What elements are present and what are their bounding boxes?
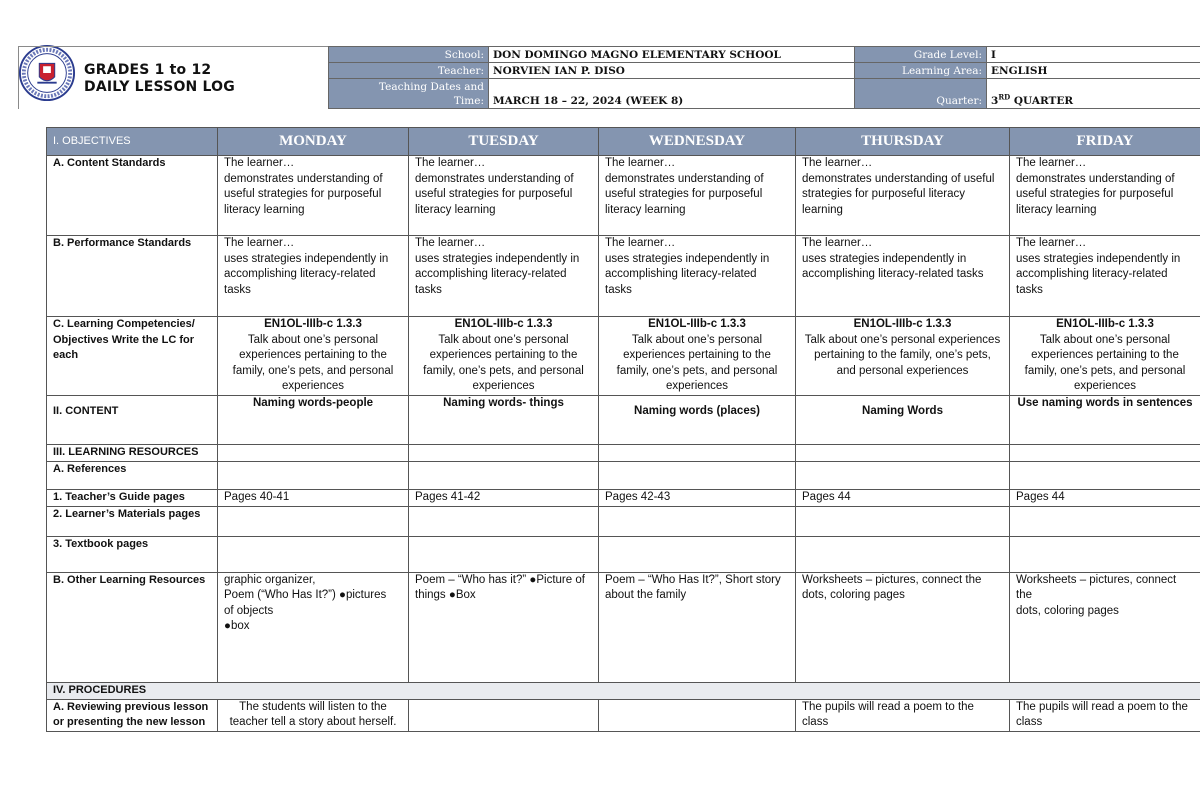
teacher-label: Teacher: xyxy=(329,63,489,79)
content-standards-thursday xyxy=(796,156,1010,236)
cell-text-line: and personal experiences xyxy=(836,364,969,377)
day-header-row xyxy=(47,128,1200,156)
cell-text-line: experiences pertaining to the xyxy=(429,349,578,361)
competencies-monday xyxy=(218,317,409,396)
quarter-suffix: RD xyxy=(998,92,1011,102)
empty-cell xyxy=(1010,506,1200,536)
cell-text-line: of objects xyxy=(224,604,274,617)
cell-text-line: literacy learning xyxy=(415,203,496,216)
performance-standards-label: B. Performance Standards xyxy=(47,236,218,317)
cell-text-line: experiences xyxy=(665,380,728,392)
textbook-label: 3. Textbook pages xyxy=(47,536,218,572)
cell-text-line: useful strategies for purposeful xyxy=(605,188,763,200)
reviewing-monday xyxy=(218,699,409,731)
empty-cell xyxy=(409,506,599,536)
resources-label: III. LEARNING RESOURCES xyxy=(47,444,218,461)
competencies-label xyxy=(47,317,218,396)
cell-text-line: things ●Box xyxy=(415,589,476,601)
cell-text-line: C. Learning Competencies/ xyxy=(53,318,195,330)
resources-row xyxy=(47,444,1200,461)
quarter-number: 3 xyxy=(991,95,999,107)
cell-text-line: pertaining to the family, one’s pets, xyxy=(814,349,991,361)
learners-materials-label: 2. Learner’s Materials pages xyxy=(47,506,218,536)
cell-text-line: accomplishing literacy-related xyxy=(415,268,567,280)
cell-text-line: The learner… xyxy=(605,157,676,169)
performance-standards-tuesday xyxy=(409,236,599,317)
cell-text-line: demonstrates understanding of xyxy=(1016,172,1175,185)
teachers-guide-label: 1. Teacher’s Guide pages xyxy=(47,489,218,506)
cell-text-line: Worksheets – pictures, connect the xyxy=(1016,573,1177,601)
other-resources-label: B. Other Learning Resources xyxy=(47,572,218,682)
cell-text-line: uses strategies independently in xyxy=(1016,252,1181,265)
day-thursday: THURSDAY xyxy=(796,128,1010,156)
cell-text-line: literacy learning xyxy=(224,203,305,216)
empty-cell xyxy=(409,461,599,489)
cell-text-line: literacy learning xyxy=(1016,203,1097,216)
content-standards-label: A. Content Standards xyxy=(47,156,218,236)
competency-code: EN1OL-IIIb-c 1.3.3 xyxy=(454,318,553,330)
empty-cell xyxy=(599,444,796,461)
other-resources-thursday xyxy=(796,572,1010,682)
teachers-guide-wednesday: Pages 42-43 xyxy=(599,489,796,506)
performance-standards-monday xyxy=(218,236,409,317)
textbook-row xyxy=(47,536,1200,572)
cell-text-line: The learner… xyxy=(1016,237,1087,249)
cell-text-line: experiences xyxy=(472,380,535,392)
lesson-log-table xyxy=(46,127,1200,732)
cell-text-line: Talk about one’s personal xyxy=(631,333,763,346)
other-resources-monday xyxy=(218,572,409,682)
cell-text-line: Poem – “Who has it?” ●Picture of xyxy=(415,573,585,586)
dates-label-line-2: Time: xyxy=(453,94,484,107)
empty-cell xyxy=(218,444,409,461)
content-standards-wednesday xyxy=(599,156,796,236)
cell-text-line: uses strategies independently in xyxy=(802,252,967,265)
cell-text-line: The learner… xyxy=(802,237,873,249)
empty-cell xyxy=(409,536,599,572)
cell-text-line: uses strategies independently in xyxy=(415,252,580,265)
performance-standards-row xyxy=(47,236,1200,317)
cell-text-line: accomplishing literacy-related xyxy=(605,268,757,280)
performance-standards-wednesday xyxy=(599,236,796,317)
cell-text-line: literacy learning xyxy=(605,203,686,216)
cell-text-line: dots, coloring pages xyxy=(802,589,905,601)
reviewing-label xyxy=(47,699,218,731)
school-label: School: xyxy=(329,47,489,63)
grade-value: I xyxy=(987,47,1200,63)
cell-text-line: The learner… xyxy=(1016,157,1087,169)
cell-text-line: demonstrates understanding of xyxy=(415,172,574,185)
empty-cell xyxy=(796,461,1010,489)
dates-label-line-1: Teaching Dates and xyxy=(378,80,484,93)
cell-text-line: family, one’s pets, and personal xyxy=(616,364,778,377)
cell-text-line: family, one’s pets, and personal xyxy=(232,364,394,377)
cell-text-line: about the family xyxy=(605,589,687,601)
content-row xyxy=(47,395,1200,444)
objectives-header: I. OBJECTIVES xyxy=(47,128,218,156)
reviewing-wednesday xyxy=(599,699,796,731)
cell-text-line: class xyxy=(1016,716,1043,728)
other-resources-friday xyxy=(1010,572,1200,682)
teachers-guide-monday: Pages 40-41 xyxy=(218,489,409,506)
teachers-guide-tuesday: Pages 41-42 xyxy=(409,489,599,506)
content-standards-row xyxy=(47,156,1200,236)
cell-text-line: Talk about one’s personal xyxy=(438,333,569,346)
quarter-label: Quarter: xyxy=(855,79,987,109)
cell-text-line: The learner… xyxy=(802,157,873,169)
cell-text-line: The students will listen to the xyxy=(239,700,387,713)
competencies-wednesday xyxy=(599,317,796,396)
cell-text-line: experiences xyxy=(281,380,344,392)
reviewing-row xyxy=(47,699,1200,731)
cell-text-line: accomplishing literacy-related tasks xyxy=(1016,268,1168,296)
cell-text-line: uses strategies independently in xyxy=(224,252,389,265)
competency-code: EN1OL-IIIb-c 1.3.3 xyxy=(1056,318,1154,330)
cell-text-line: The learner… xyxy=(605,237,676,249)
day-wednesday: WEDNESDAY xyxy=(599,128,796,156)
competency-code: EN1OL-IIIb-c 1.3.3 xyxy=(648,318,746,330)
reviewing-friday xyxy=(1010,699,1200,731)
competency-code: EN1OL-IIIb-c 1.3.3 xyxy=(264,318,362,330)
cell-text-line: experiences pertaining to the xyxy=(623,349,771,361)
empty-cell xyxy=(1010,444,1200,461)
cell-text-line: graphic organizer, xyxy=(224,573,316,586)
cell-text-line: Objectives Write the LC for xyxy=(53,333,194,346)
cell-text-line: experiences pertaining to the xyxy=(1031,349,1179,361)
empty-cell xyxy=(599,536,796,572)
teachers-guide-thursday: Pages 44 xyxy=(796,489,1010,506)
cell-text-line: family, one’s pets, and personal xyxy=(1024,364,1186,377)
cell-text-line: The learner… xyxy=(224,237,295,249)
competencies-tuesday xyxy=(409,317,599,396)
cell-text-line: A. Reviewing previous lesson xyxy=(53,700,209,713)
cell-text-line: The pupils will read a poem to the xyxy=(1016,700,1188,713)
other-resources-wednesday xyxy=(599,572,796,682)
cell-text-line: accomplishing literacy-related tasks xyxy=(802,268,984,280)
header-info-table xyxy=(328,46,1200,109)
cell-text-line: useful strategies for purposeful xyxy=(415,188,573,200)
content-label: II. CONTENT xyxy=(47,395,218,444)
procedures-label: IV. PROCEDURES xyxy=(47,682,1200,699)
day-tuesday: TUESDAY xyxy=(409,128,599,156)
performance-standards-friday xyxy=(1010,236,1200,317)
cell-text-line: teacher tell a story about herself. xyxy=(229,716,397,728)
cell-text-line: Talk about one’s personal experiences xyxy=(804,333,1001,346)
procedures-row xyxy=(47,682,1200,699)
content-thursday: Naming Words xyxy=(796,395,1010,444)
empty-cell xyxy=(218,536,409,572)
content-standards-tuesday xyxy=(409,156,599,236)
performance-standards-thursday xyxy=(796,236,1010,317)
empty-cell xyxy=(1010,536,1200,572)
cell-text-line: useful strategies for purposeful xyxy=(224,188,382,200)
dates-value: MARCH 18 – 22, 2024 (WEEK 8) xyxy=(489,79,855,109)
cell-text-line: accomplishing literacy-related xyxy=(224,268,376,280)
empty-cell xyxy=(599,506,796,536)
empty-cell xyxy=(796,506,1010,536)
empty-cell xyxy=(599,461,796,489)
area-label: Learning Area: xyxy=(855,63,987,79)
cell-text-line: useful strategies for purposeful xyxy=(1016,188,1174,200)
empty-cell xyxy=(796,444,1010,461)
cell-text-line: each xyxy=(53,349,79,361)
day-friday: FRIDAY xyxy=(1010,128,1200,156)
cell-text-line: Worksheets – pictures, connect the xyxy=(802,573,982,586)
content-standards-friday xyxy=(1010,156,1200,236)
competencies-thursday xyxy=(796,317,1010,396)
cell-text-line: dots, coloring pages xyxy=(1016,604,1119,617)
cell-text-line: The learner… xyxy=(415,237,486,249)
cell-text-line: class xyxy=(802,716,829,728)
learners-materials-row xyxy=(47,506,1200,536)
references-row xyxy=(47,461,1200,489)
cell-text-line: demonstrates understanding of useful xyxy=(802,172,995,185)
page-title xyxy=(84,62,235,96)
competency-code: EN1OL-IIIb-c 1.3.3 xyxy=(853,318,952,330)
cell-text-line: Poem – “Who Has It?”, Short story xyxy=(605,573,781,586)
quarter-text: QUARTER xyxy=(1013,95,1074,107)
cell-text-line: experiences xyxy=(1073,380,1136,392)
content-tuesday: Naming words- things xyxy=(409,395,599,444)
reviewing-tuesday xyxy=(409,699,599,731)
teachers-guide-friday: Pages 44 xyxy=(1010,489,1200,506)
content-standards-monday xyxy=(218,156,409,236)
cell-text-line: or presenting the new lesson xyxy=(53,716,206,728)
cell-text-line: The learner… xyxy=(224,157,295,169)
content-wednesday: Naming words (places) xyxy=(599,395,796,444)
empty-cell xyxy=(1010,461,1200,489)
cell-text-line: demonstrates understanding of xyxy=(224,172,383,185)
cell-text-line: ●box xyxy=(224,620,250,632)
cell-text-line: uses strategies independently in xyxy=(605,252,770,265)
cell-text-line: The pupils will read a poem to the xyxy=(802,700,974,713)
competencies-friday xyxy=(1010,317,1200,396)
other-resources-row xyxy=(47,572,1200,682)
grade-label: Grade Level: xyxy=(855,47,987,63)
empty-cell xyxy=(796,536,1010,572)
teachers-guide-row xyxy=(47,489,1200,506)
cell-text-line: Poem (“Who Has It?”) ●pictures xyxy=(224,589,387,601)
cell-text-line: tasks xyxy=(415,283,442,296)
empty-cell xyxy=(218,506,409,536)
title-line-1: GRADES 1 to 12 xyxy=(84,62,212,78)
reviewing-thursday xyxy=(796,699,1010,731)
cell-text-line: tasks xyxy=(605,283,632,296)
teacher-value: NORVIEN IAN P. DISO xyxy=(489,63,855,79)
empty-cell xyxy=(218,461,409,489)
content-friday: Use naming words in sentences xyxy=(1010,395,1200,444)
cell-text-line: Talk about one’s personal xyxy=(1039,333,1171,346)
title-line-2: DAILY LESSON LOG xyxy=(84,79,235,95)
cell-text-line: The learner… xyxy=(415,157,486,169)
references-label: A. References xyxy=(47,461,218,489)
area-value: ENGLISH xyxy=(987,63,1200,79)
cell-text-line: tasks xyxy=(224,283,251,296)
cell-text-line: Talk about one’s personal xyxy=(247,333,379,346)
cell-text-line: learning xyxy=(802,203,843,216)
day-monday: MONDAY xyxy=(218,128,409,156)
dates-label xyxy=(329,79,489,109)
competencies-row xyxy=(47,317,1200,396)
quarter-value xyxy=(987,79,1200,109)
cell-text-line: experiences pertaining to the xyxy=(239,349,387,361)
cell-text-line: demonstrates understanding of xyxy=(605,172,764,185)
cell-text-line: family, one’s pets, and personal xyxy=(423,364,584,377)
empty-cell xyxy=(409,444,599,461)
school-value: DON DOMINGO MAGNO ELEMENTARY SCHOOL xyxy=(489,47,855,63)
content-monday: Naming words-people xyxy=(218,395,409,444)
other-resources-tuesday xyxy=(409,572,599,682)
cell-text-line: strategies for purposeful literacy xyxy=(802,188,965,200)
